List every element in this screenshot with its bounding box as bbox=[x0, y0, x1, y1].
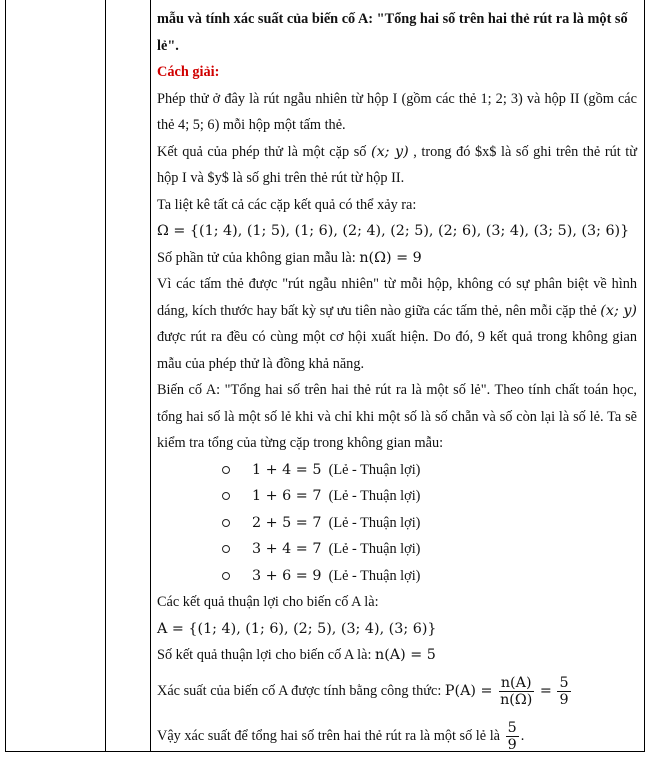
table-column-divider bbox=[105, 0, 106, 752]
solution-heading: Cách giải: bbox=[157, 64, 220, 80]
sample-space-formula: Ω = {(1; 4), (1; 5), (1; 6), (2; 4), (2; 5), (2; 6), (3; 4), (3; 5), (3; 6)} bbox=[157, 223, 630, 239]
paragraph-experiment: Phép thử ở đây là rút ngẫu nhiên từ hộp I (gồm các thẻ 1; 2; 3) và hộp II (gồm các thẻ 4; 5; 6) mỗi hộp một tấm thẻ. bbox=[157, 90, 637, 133]
bullet-circle-icon bbox=[222, 572, 230, 580]
paragraph-probability-formula: Xác suất của biến cố A được tính bằng công thức: P(A) = $\frac{n(A)}{n(\Omega)}$ = $\frac{5}{9}$ bbox=[157, 674, 569, 708]
list-item: 1 + 6 = 7 (Lẻ - Thuận lợi) bbox=[157, 483, 637, 510]
fraction-answer: $\frac{5}{9}$ bbox=[507, 719, 517, 753]
paragraph-favorable-intro: Các kết quả thuận lợi cho biến cố A là: bbox=[157, 594, 379, 610]
fraction-five-ninths: $\frac{5}{9}$ bbox=[559, 674, 569, 708]
paragraph-equally-likely: Vì các tấm thẻ được "rút ngẫu nhiên" từ mỗi hộp, không có sự phân biệt về hình dáng, kích thước hay bất kỳ sự ưu tiên nào giữa các tấm thẻ, nên mỗi cặp thẻ (x; y) được rút ra đều có cùng một cơ hội xuất hiện. Do đó, 9 kết quả trong không gian mẫu của phép thử là đồng khả năng. bbox=[157, 276, 637, 372]
paragraph-outcome: Kết quả của phép thử là một cặp số (x; y) , trong đó $x$ là số ghi trên thẻ rút từ hộp I và $y$ là số ghi trên thẻ rút từ hộp II. bbox=[157, 143, 638, 186]
paragraph-favorable-count: Số kết quả thuận lợi cho biến cố A là: n(A) = 5 bbox=[157, 647, 436, 663]
bullet-circle-icon bbox=[222, 545, 230, 553]
table-column-divider-2 bbox=[150, 0, 151, 752]
favorable-count-formula: n(A) = 5 bbox=[375, 647, 436, 663]
paragraph-list-intro: Ta liệt kê tất cả các cặp kết quả có thể xảy ra: bbox=[157, 196, 417, 213]
list-item: 1 + 4 = 5 (Lẻ - Thuận lợi) bbox=[157, 457, 637, 484]
list-item: 3 + 6 = 9 (Lẻ - Thuận lợi) bbox=[157, 563, 637, 590]
list-item: 3 + 4 = 7 (Lẻ - Thuận lợi) bbox=[157, 536, 637, 563]
check-list bbox=[157, 457, 637, 590]
probability-lhs: P(A) = bbox=[444, 682, 493, 699]
bullet-circle-icon bbox=[222, 492, 230, 500]
solution-cell bbox=[157, 6, 637, 759]
table-fragment bbox=[5, 0, 645, 752]
paragraph-conclusion: Vậy xác suất để tổng hai số trên hai thẻ rút ra là một số lẻ là $\frac{5}{9}$ . bbox=[157, 719, 525, 753]
intro-line-2: lẻ". bbox=[157, 37, 179, 54]
favorable-set-formula: A = {(1; 4), (1; 6), (2; 5), (3; 4), (3; 6)} bbox=[157, 620, 437, 637]
table-border-right bbox=[644, 0, 645, 752]
list-item: 2 + 5 = 7 (Lẻ - Thuận lợi) bbox=[157, 510, 637, 537]
intro-line-1: mẫu và tính xác suất của biến cố A: "Tổng hai số trên hai thẻ rút ra là một số bbox=[157, 11, 628, 27]
paragraph-sample-count: Số phần tử của không gian mẫu là: n(Ω) = 9 bbox=[157, 249, 422, 266]
pair-formula: (x; y) bbox=[371, 143, 409, 160]
paragraph-event-definition: Biến cố A: "Tổng hai số trên hai thẻ rút ra là một số lẻ". Theo tính chất toán học, tổng hai số là một số lẻ khi và chỉ khi một số là số chẵn và số còn lại là số lẻ. Ta sẽ kiểm tra tổng của từng cặp trong không gian mẫu: bbox=[157, 382, 637, 451]
bullet-circle-icon bbox=[222, 519, 230, 527]
table-border-left bbox=[5, 0, 6, 752]
sample-count-formula: n(Ω) = 9 bbox=[359, 249, 422, 266]
bullet-circle-icon bbox=[222, 466, 230, 474]
pair-formula-2: (x; y) bbox=[600, 302, 637, 319]
fraction-nA-nOmega: $\frac{n(A)}{n(\Omega)}$ bbox=[500, 674, 533, 708]
